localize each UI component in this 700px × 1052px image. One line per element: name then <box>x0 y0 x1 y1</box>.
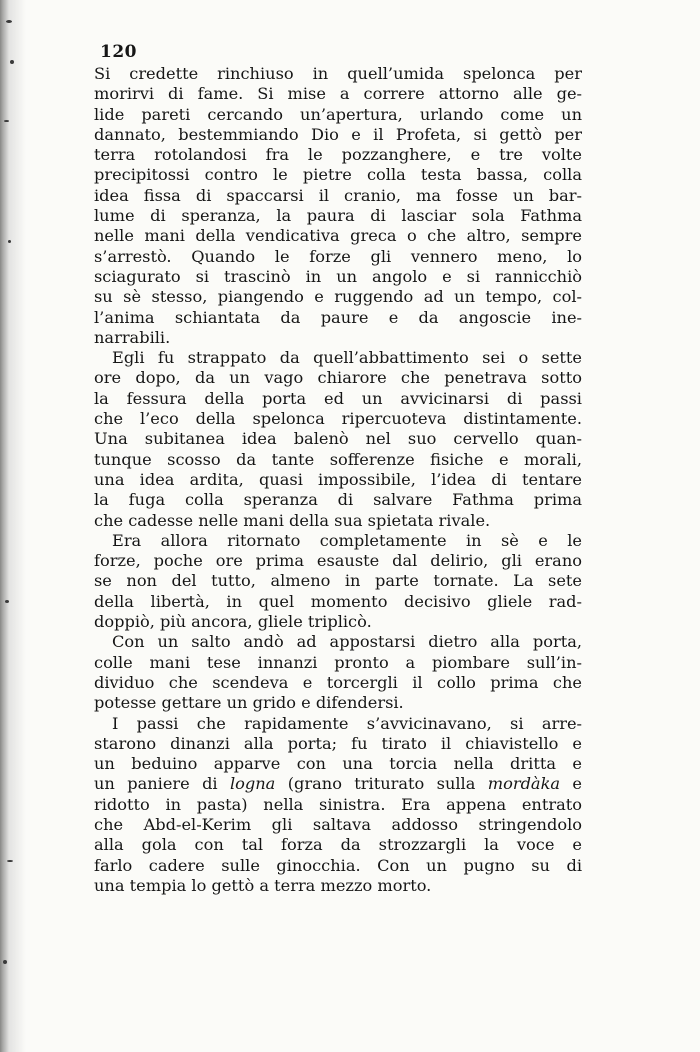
italic-term: logna <box>229 774 276 794</box>
scan-speck <box>3 960 7 964</box>
text-line: se non del tutto, almeno in parte tornate. La sete <box>94 571 582 591</box>
text-line: della libertà, in quel momento decisivo gliele rad- <box>94 591 582 611</box>
text-line: Si credette rinchiuso in quell’umida spelonca per <box>94 64 582 83</box>
scan-speck <box>8 240 11 243</box>
text-line: farlo cadere sulle ginocchia. Con un pugno su di <box>94 855 582 875</box>
text-line: un beduino apparve con una torcia nella dritta e <box>94 754 582 774</box>
text-line: I passi che rapidamente s’avvicinavano, si arre- <box>112 713 582 733</box>
text-line: sciagurato si trascinò in un angolo e si rannicchiò <box>94 266 582 286</box>
text-line: un paniere di logna (grano triturato sulla mordàka e <box>94 774 582 794</box>
paragraph <box>94 632 582 713</box>
text-line: lume di speranza, la paura di lasciar sola Fathma <box>94 206 582 226</box>
paragraph <box>94 531 582 632</box>
scan-speck <box>10 60 14 64</box>
text-line: l’anima schiantata da paure e da angoscie ine- <box>94 307 582 327</box>
paragraph <box>94 64 582 348</box>
paragraph <box>94 714 582 897</box>
text-line: ridotto in pasta) nella sinistra. Era appena entrato <box>94 794 582 814</box>
text-line: che l’eco della spelonca ripercuoteva distintamente. <box>94 409 582 429</box>
text-line: dannato, bestemmiando Dio e il Profeta, si gettò per <box>94 124 582 144</box>
text-line: morirvi di fame. Si mise a correre attorno alle ge- <box>94 84 582 104</box>
scan-speck <box>6 20 12 23</box>
text-line: potesse gettare un grido e difendersi. <box>94 693 404 713</box>
text-line: forze, poche ore prima esauste dal delirio, gli erano <box>94 551 582 571</box>
scanned-page-edge <box>0 0 26 1052</box>
text-line: Con un salto andò ad appostarsi dietro alla porta, <box>112 632 582 652</box>
text-line: Egli fu strappato da quell’abbattimento sei o sette <box>112 348 582 368</box>
text-line: la fessura della porta ed un avvicinarsi di passi <box>94 388 582 408</box>
paragraph <box>94 348 582 531</box>
scan-speck <box>7 860 13 862</box>
text-line: colle mani tese innanzi pronto a piombare sull’in- <box>94 652 582 672</box>
text-line: tunque scosso da tante sofferenze fisiche e morali, <box>94 449 582 469</box>
scan-speck <box>5 600 9 603</box>
text-line: che Abd-el-Kerim gli saltava addosso stringendolo <box>94 814 582 834</box>
text-line: idea fissa di spaccarsi il cranio, ma fosse un bar- <box>94 185 582 205</box>
text-line: Era allora ritornato completamente in sè e le <box>112 530 582 550</box>
text-line: Una subitanea idea balenò nel suo cervello quan- <box>94 429 582 449</box>
scan-speck <box>4 120 9 122</box>
text-line: che cadesse nelle mani della sua spietata rivale. <box>94 510 491 530</box>
text-line: alla gola con tal forza da strozzargli la voce e <box>94 835 582 855</box>
text-line: doppiò, più ancora, gliele triplicò. <box>94 612 372 632</box>
text-line: nelle mani della vendicativa greca o che altro, sempre <box>94 226 582 246</box>
text-line: una idea ardita, quasi impossibile, l’idea di tentare <box>94 469 582 489</box>
text-line: narrabili. <box>94 327 171 347</box>
text-line: ore dopo, da un vago chiarore che penetrava sotto <box>94 368 582 388</box>
text-line: dividuo che scendeva e torcergli il collo prima che <box>94 672 582 692</box>
text-line: lide pareti cercando un’apertura, urlando come un <box>94 104 582 124</box>
text-line: precipitossi contro le pietre colla testa bassa, colla <box>94 165 582 185</box>
text-line: s’arrestò. Quando le forze gli vennero meno, lo <box>94 246 582 266</box>
text-line: su sè stesso, piangendo e ruggendo ad un tempo, col- <box>94 287 582 307</box>
body-text <box>94 64 582 896</box>
text-line: starono dinanzi alla porta; fu tirato il chiavistello e <box>94 733 582 753</box>
italic-term: mordàka <box>487 774 561 794</box>
page-number: 120 <box>100 42 137 62</box>
text-line: la fuga colla speranza di salvare Fathma prima <box>94 490 582 510</box>
text-line: una tempia lo gettò a terra mezzo morto. <box>94 875 432 895</box>
text-line: terra rotolandosi fra le pozzanghere, e tre volte <box>94 145 582 165</box>
